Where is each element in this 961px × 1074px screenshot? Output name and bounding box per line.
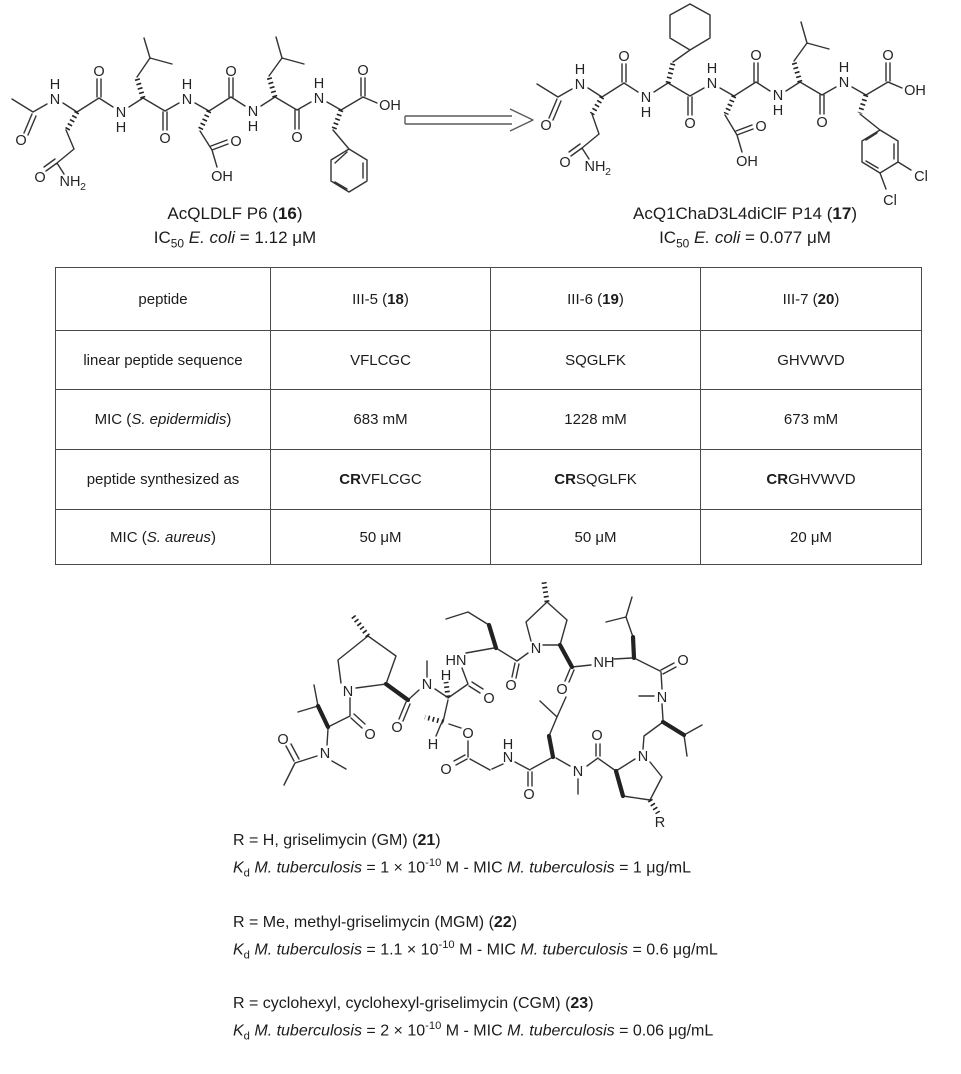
svg-text:N: N [640,90,652,106]
svg-text:N: N [49,92,61,108]
svg-text:O: O [34,170,46,186]
svg-text:H: H [115,120,127,136]
svg-text:Cl: Cl [883,193,897,209]
svg-text:R: R [654,815,666,831]
svg-text:O: O [483,691,495,707]
svg-text:OH: OH [211,169,233,185]
svg-text:H: H [427,737,439,753]
svg-text:H: H [440,668,452,684]
svg-text:H: H [706,61,718,77]
svg-text:H: H [640,105,652,121]
table-cell: 1228 mM [491,390,701,450]
table-cell: GHVWVD [701,331,921,390]
svg-text:2: 2 [80,181,86,193]
svg-text:N: N [313,91,325,107]
table-cell: CRVFLCGC [271,450,491,510]
svg-text:O: O [230,134,242,150]
svg-text:O: O [684,116,696,132]
svg-text:O: O [93,64,105,80]
svg-text:O: O [882,48,894,64]
svg-text:O: O [159,131,171,147]
griselimycin-variants [233,829,853,1074]
variant-22-activity: $K_d$ M. tuberculosis = $1.1 \times 10^{-10}$ M - MIC M. tuberculosis = 0.6 μg/mL [233,938,718,962]
svg-text:N: N [530,641,542,657]
svg-text:O: O [462,726,474,742]
svg-text:H: H [181,77,193,93]
svg-text:N: N [706,76,718,92]
svg-text:N: N [772,88,784,104]
table-cell: 50 μM [271,510,491,564]
table-cell: 20 μM [790,528,832,546]
svg-text:OH: OH [379,98,401,114]
table-cell: MIC (S. aureus) [56,510,271,564]
table-cell: 683 mM [271,390,491,450]
table-cell: VFLCGC [271,331,491,390]
svg-text:H: H [49,77,61,93]
griselimycin-structure [150,555,810,835]
variant-22-name: R = Me, methyl-griselimycin (MGM) (22) [233,913,518,931]
svg-text:O: O [750,48,762,64]
compound-16-activity: $IC_{50}$ E. coli = 1.12 μM [153,228,317,251]
variant-21 [233,829,853,886]
svg-text:N: N [502,750,514,766]
svg-text:N: N [574,77,586,93]
compound-17-activity: $IC_{50}$ E. coli = 0.077 μM [659,228,831,251]
svg-text:N: N [115,105,127,121]
svg-text:O: O [559,155,571,171]
svg-text:O: O [816,115,828,131]
svg-text:Cl: Cl [914,169,928,185]
peptide-table [55,267,922,565]
svg-text:H: H [838,60,850,76]
table-cell: III-7 (20) [701,268,921,331]
table-cell: linear peptide sequence [56,331,271,390]
svg-text:O: O [291,130,303,146]
variant-21-name: R = H, griselimycin (GM) (21) [233,832,441,849]
svg-text:OH: OH [736,154,758,170]
compound-16-name: AcQLDLF P6 (16) [167,204,303,223]
svg-text:O: O [591,728,603,744]
compound-16-structure [0,0,465,200]
table-cell: 673 mM [701,390,921,450]
svg-text:N: N [247,104,259,120]
table-cell: peptide [56,268,271,331]
variant-21-activity: $K_d$ M. tuberculosis = $1 \times 10^{-10}$ M - MIC M. tuberculosis = 1 μg/mL [233,857,692,880]
svg-text:2: 2 [605,166,611,178]
svg-text:O: O [357,63,369,79]
svg-text:NH: NH [593,655,615,671]
svg-text:O: O [618,49,630,65]
svg-text:O: O [15,133,27,149]
variant-23 [233,992,853,1049]
svg-text:H: H [574,62,586,78]
svg-text:O: O [364,727,376,743]
svg-text:O: O [523,787,535,803]
svg-text:H: H [313,76,325,92]
svg-text:O: O [391,720,403,736]
svg-text:O: O [540,118,552,134]
compound-16-caption [25,202,445,255]
svg-text:O: O [755,119,767,135]
table-cell: peptide synthesized as [56,450,271,510]
table-cell: III-6 (19) [491,268,701,331]
table-cell: MIC (S. epidermidis) [56,390,271,450]
compound-17-atom-labels [540,48,927,209]
table-cell: III-5 (18) [271,268,491,331]
table-cell: CRSQGLFK [491,450,701,510]
svg-text:NH: NH [584,159,606,175]
variant-22 [233,911,853,968]
table-cell: SQGLFK [491,331,701,390]
svg-text:N: N [181,92,193,108]
table-cell: 50 μM [491,510,701,564]
svg-text:N: N [838,75,850,91]
svg-text:N: N [656,690,668,706]
svg-text:O: O [505,678,517,694]
svg-text:O: O [440,762,452,778]
svg-text:O: O [677,653,689,669]
variant-23-activity: $K_d$ M. tuberculosis = $2 \times 10^{-10}$ M - MIC M. tuberculosis = 0.06 μg/mL [233,1020,714,1043]
svg-text:N: N [637,749,649,765]
svg-text:OH: OH [904,83,926,99]
svg-text:N: N [421,677,433,693]
svg-text:O: O [225,64,237,80]
svg-text:N: N [572,764,584,780]
compound-17-structure [516,0,961,215]
svg-text:N: N [342,684,354,700]
svg-text:NH: NH [59,174,81,190]
table-cell: CRGHVWVD [701,450,921,510]
svg-text:O: O [556,682,568,698]
svg-text:H: H [772,103,784,119]
compound-17-name: AcQ1ChaD3L4diClF P14 (17) [633,204,857,223]
svg-text:HN: HN [445,653,467,669]
svg-text:N: N [319,746,331,762]
compound-16-atom-labels [15,63,401,193]
svg-text:O: O [277,732,289,748]
svg-text:H: H [247,119,259,135]
svg-text:H: H [502,737,514,753]
compound-17-caption [545,202,945,255]
variant-23-name: R = cyclohexyl, cyclohexyl-griselimycin (CGM) (23) [233,995,594,1013]
